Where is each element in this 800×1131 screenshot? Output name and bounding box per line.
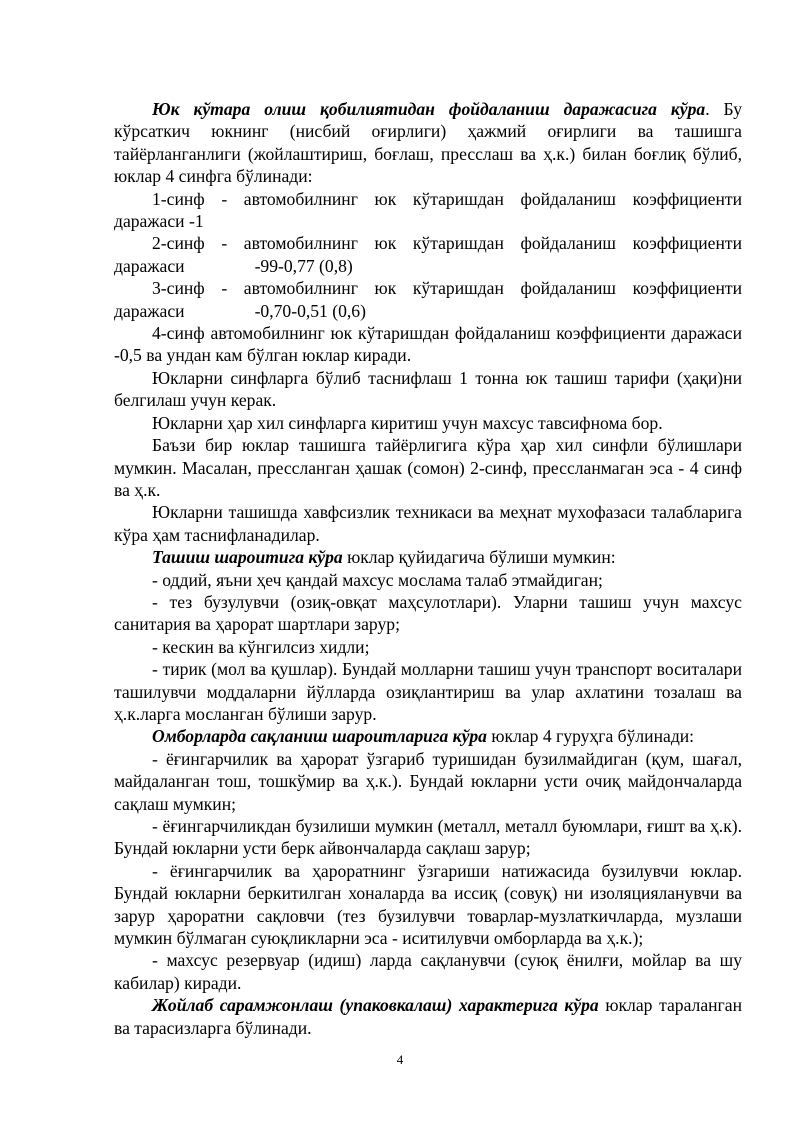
list-item: - тирик (мол ва қушлар). Бундай молларни ташиш учун транспорт воситалари ташилувчи моддаларни йўлларда озиқлантириш ва улар ахлатини тозалаш ва ҳ.к.ларга мосланган бўлиши зарур. xyxy=(114,659,742,724)
paragraph: 1-синф - автомобилнинг юк кўтаришдан фойдаланиш коэффициенти даражаси -1 xyxy=(114,188,742,232)
list-item: - оддий, яъни ҳеч қандай махсус мослама талаб этмайдиган; xyxy=(152,569,603,590)
list-item: - ёғингарчилик ва ҳарорат ўзгариб туришидан бузилмайдиган (қум, шағал, майдаланган тош, тошкўмир ва ҳ.к.). Бундай юкларни усти очиқ майдончаларда сақлаш мумкин; xyxy=(114,748,742,814)
paragraph-text: юклар қуйидагича бўлиши мумкин: xyxy=(342,547,616,568)
paragraph: Баъзи бир юклар ташишга тайёрлигига кўра ҳар хил синфли бўлишлари мумкин. Масалан, прессланган ҳашак (сомон) 2-синф, прессланмаган эса - 4 синф ва ҳ.к. xyxy=(114,435,742,500)
paragraph-text: 3-синф - автомобилнинг юк кўтаришдан фойдаланиш коэффициенти даражаси xyxy=(114,278,742,321)
heading-inline: Юк кўтара олиш қобилиятидан фойдаланиш даражасига кўра xyxy=(152,99,706,119)
list-item: - кескин ва кўнгилсиз хидли; xyxy=(152,636,370,657)
paragraph-text: юклар тараланган ва тарасизларга бўлинади. xyxy=(114,995,742,1038)
paragraph: Юкларни ҳар хил синфларга киритиш учун махсус тавсифнома бор. xyxy=(152,412,663,433)
document-body xyxy=(114,98,742,1039)
paragraph xyxy=(114,546,742,568)
heading-inline: Ташиш шароитига кўра xyxy=(152,547,343,568)
list-item: - махсус резервуар (идиш) ларда сақланувчи (суюқ ёнилғи, мойлар ва шу кабилар) киради. xyxy=(114,950,742,993)
paragraph xyxy=(114,725,742,747)
paragraph xyxy=(114,232,742,277)
paragraph-text: . Бу кўрсаткич юкнинг (нисбий оғирлиги) ҳажмий оғирлиги ва ташишга тайёрланганлиги (жойлаштириш, боғлаш, пресслаш ва ҳ.к.) билан боғлиқ бўлиб, юклар 4 синфга бўлинади: xyxy=(114,99,743,187)
paragraph xyxy=(114,994,742,1039)
paragraph-text: 2-синф - автомобилнинг юк кўтаришдан фойдаланиш коэффициенти даражаси xyxy=(114,233,742,276)
heading-inline: Жойлаб сарамжонлаш (упаковкалаш) характерига кўра xyxy=(152,995,599,1016)
page-number: 4 xyxy=(396,1052,404,1067)
paragraph: Юкларни ташишда хавфсизлик техникаси ва меҳнат мухофазаси талабларига кўра ҳам таснифланадилар. xyxy=(114,502,742,545)
paragraph-value: -99-0,77 (0,8) xyxy=(254,255,353,276)
paragraph: Юкларни синфларга бўлиб таснифлаш 1 тонна юк ташиш тарифи (ҳақи)ни белгилаш учун керак. xyxy=(114,367,742,411)
paragraph-text: юклар 4 гуруҳга бўлинади: xyxy=(486,726,695,747)
paragraph xyxy=(114,98,742,188)
paragraph-value: -0,70-0,51 (0,6) xyxy=(254,300,366,321)
paragraph: 4-синф автомобилнинг юк кўтаришдан фойдаланиш коэффициенти даражаси -0,5 ва ундан кам бўлган юклар киради. xyxy=(114,323,742,366)
list-item: - тез бузулувчи (озиқ-овқат маҳсулотлари). Уларни ташиш учун махсус санитария ва ҳарорат шартлари зарур; xyxy=(114,591,742,635)
list-item: - ёғингарчилик ва ҳароратнинг ўзгариши натижасида бузилувчи юклар. Бундай юкларни беркитилган хоналарда ва иссиқ (совуқ) ни изоляцияланувчи ва зарур ҳароратни сақловчи (тез бузилувчи товарлар-музлаткичларда, музлаши мумкин бўлмаган суюқликларни эса - иситилувчи омборларда ва ҳ.к.); xyxy=(114,860,742,949)
heading-inline: Омборларда сақланиш шароитларига кўра xyxy=(152,726,487,747)
list-item: - ёғингарчиликдан бузилиши мумкин (металл, металл буюмлари, ғишт ва ҳ.к). Бундай юкларни усти берк айвончаларда сақлаш зарур; xyxy=(114,816,742,859)
paragraph xyxy=(114,277,742,322)
